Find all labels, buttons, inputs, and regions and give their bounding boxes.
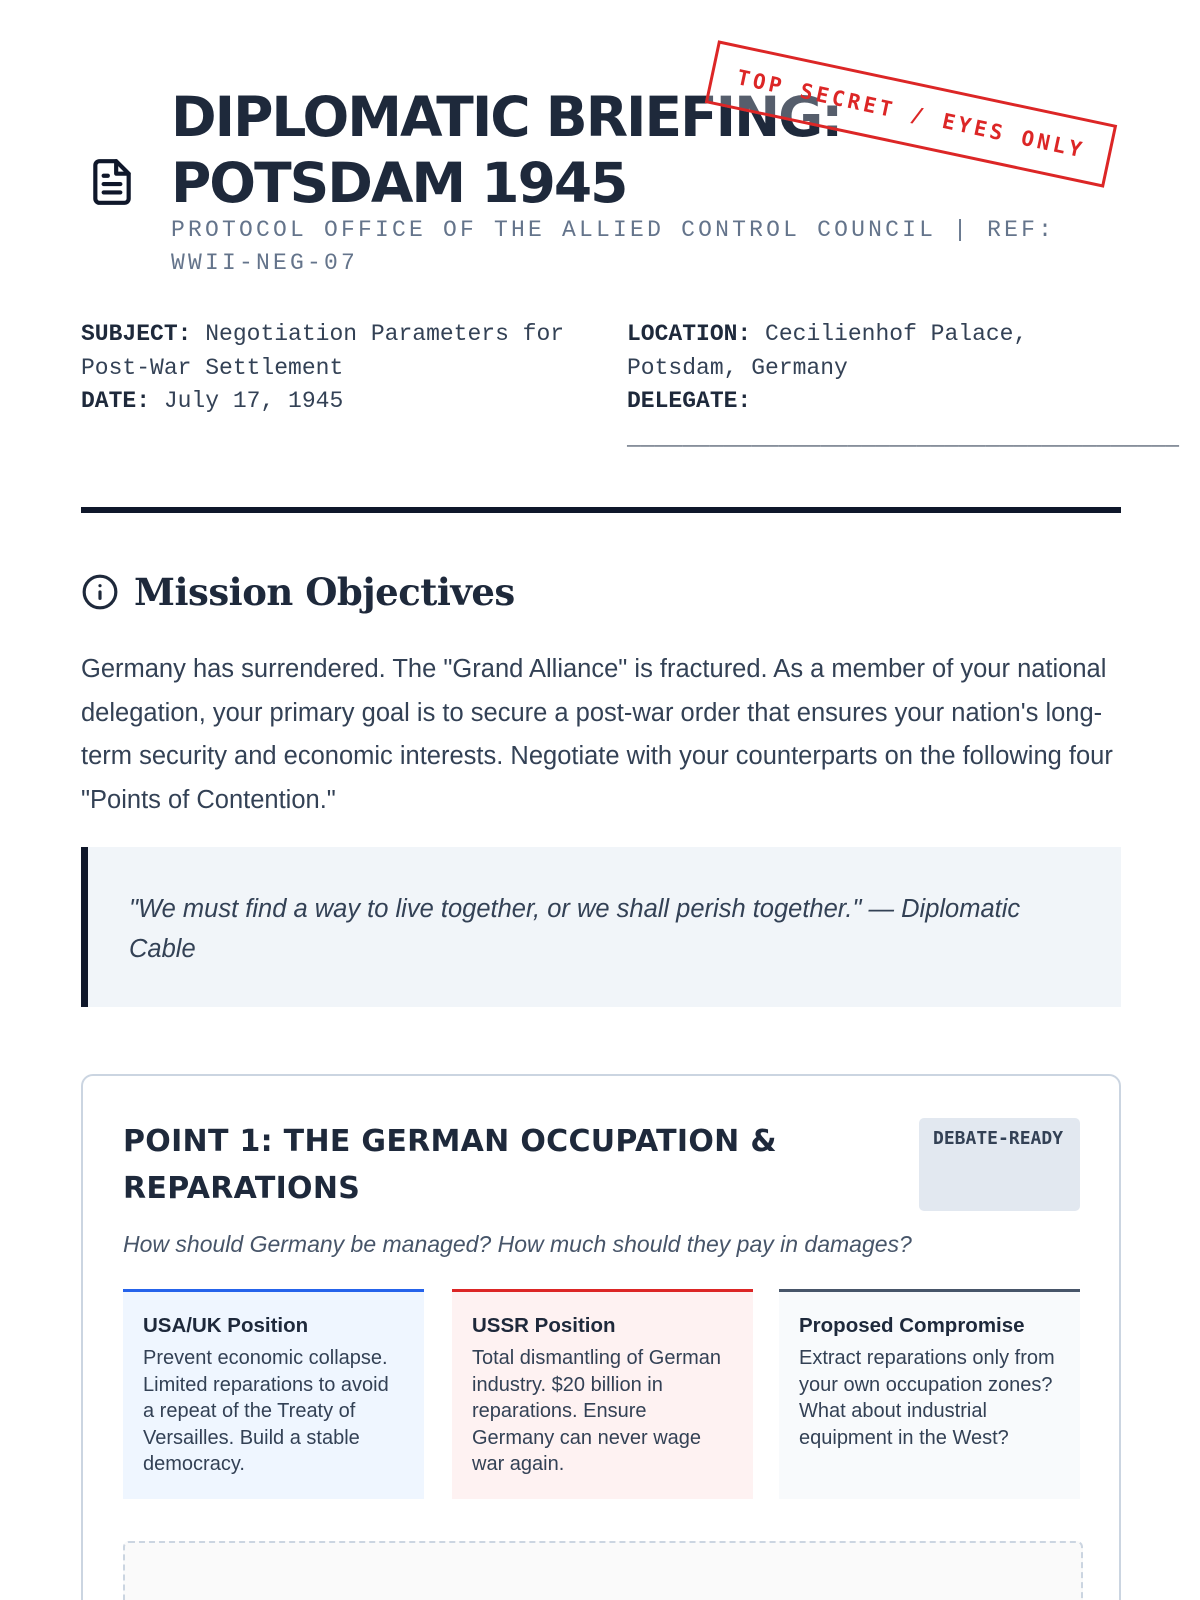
date-value: July 17, 1945 <box>163 388 344 414</box>
top-secret-stamp: TOP SECRET / EYES ONLY <box>705 40 1117 187</box>
meta-left-column <box>81 318 581 419</box>
document-icon <box>87 152 137 212</box>
diplomatic-quote: "We must find a way to live together, or we shall perish together." — Diplomatic Cable <box>81 847 1121 1007</box>
location-label: LOCATION: <box>627 321 752 347</box>
meta-delegate <box>627 385 1137 419</box>
date-label: DATE: <box>81 388 151 414</box>
info-icon <box>81 573 119 611</box>
point-title: POINT 1: THE GERMAN OCCUPATION & REPARATIONS <box>123 1124 777 1206</box>
delegate-signature-line: ________________________________________ <box>627 424 1180 451</box>
status-badge: DEBATE-READY <box>919 1118 1080 1211</box>
meta-date <box>81 385 581 419</box>
meta-location <box>627 318 1137 385</box>
ussr-position <box>452 1289 753 1499</box>
compromise-position <box>779 1289 1080 1499</box>
point-question: How should Germany be managed? How much should they pay in damages? <box>123 1231 912 1257</box>
briefing-page <box>81 0 1180 1475</box>
position-text: Total dismantling of German industry. $20 billion in reparations. Ensure Germany can never wage war again. <box>472 1347 722 1475</box>
briefing-header <box>81 0 1121 300</box>
title-line-1: DIPLOMATIC BRIEFING: <box>171 85 842 149</box>
subject-value: Negotiation Parameters for Post-War Settlement <box>81 321 565 381</box>
position-label: USSR Position <box>472 1314 616 1337</box>
position-text: Extract reparations only from your own occupation zones? What about industrial equipment in the West? <box>799 1347 1055 1449</box>
position-text: Prevent economic collapse. Limited reparations to avoid a repeat of the Treaty of Versailles. Build a stable democracy. <box>143 1347 389 1475</box>
page-subtitle: PROTOCOL OFFICE OF THE ALLIED CONTROL COUNCIL | REF: WWII-NEG-07 <box>171 217 1056 276</box>
objectives-intro: Germany has surrendered. The "Grand Alliance" is fractured. As a member of your national delegation, your primary goal is to secure a post-war order that ensures your nation's long-term security and economic interests. Negotiate with your counterparts on the following four "Points of Contention." <box>81 655 1113 814</box>
usa-uk-position <box>123 1289 424 1499</box>
section-title: Mission Objectives <box>134 570 515 614</box>
notes-area[interactable] <box>123 1541 1083 1600</box>
subject-label: SUBJECT: <box>81 321 192 347</box>
title-line-2: POTSDAM 1945 <box>171 151 627 215</box>
position-label: USA/UK Position <box>143 1314 309 1337</box>
objectives-heading <box>81 570 515 614</box>
meta-subject <box>81 318 581 385</box>
meta-right-column <box>627 318 1180 455</box>
positions-grid <box>123 1289 1083 1499</box>
header-divider <box>81 507 1121 513</box>
location-value: Cecilienhof Palace, Potsdam, Germany <box>627 321 1028 381</box>
point-card <box>81 1074 1121 1600</box>
position-label: Proposed Compromise <box>799 1314 1025 1337</box>
delegate-label: DELEGATE: <box>627 388 752 414</box>
